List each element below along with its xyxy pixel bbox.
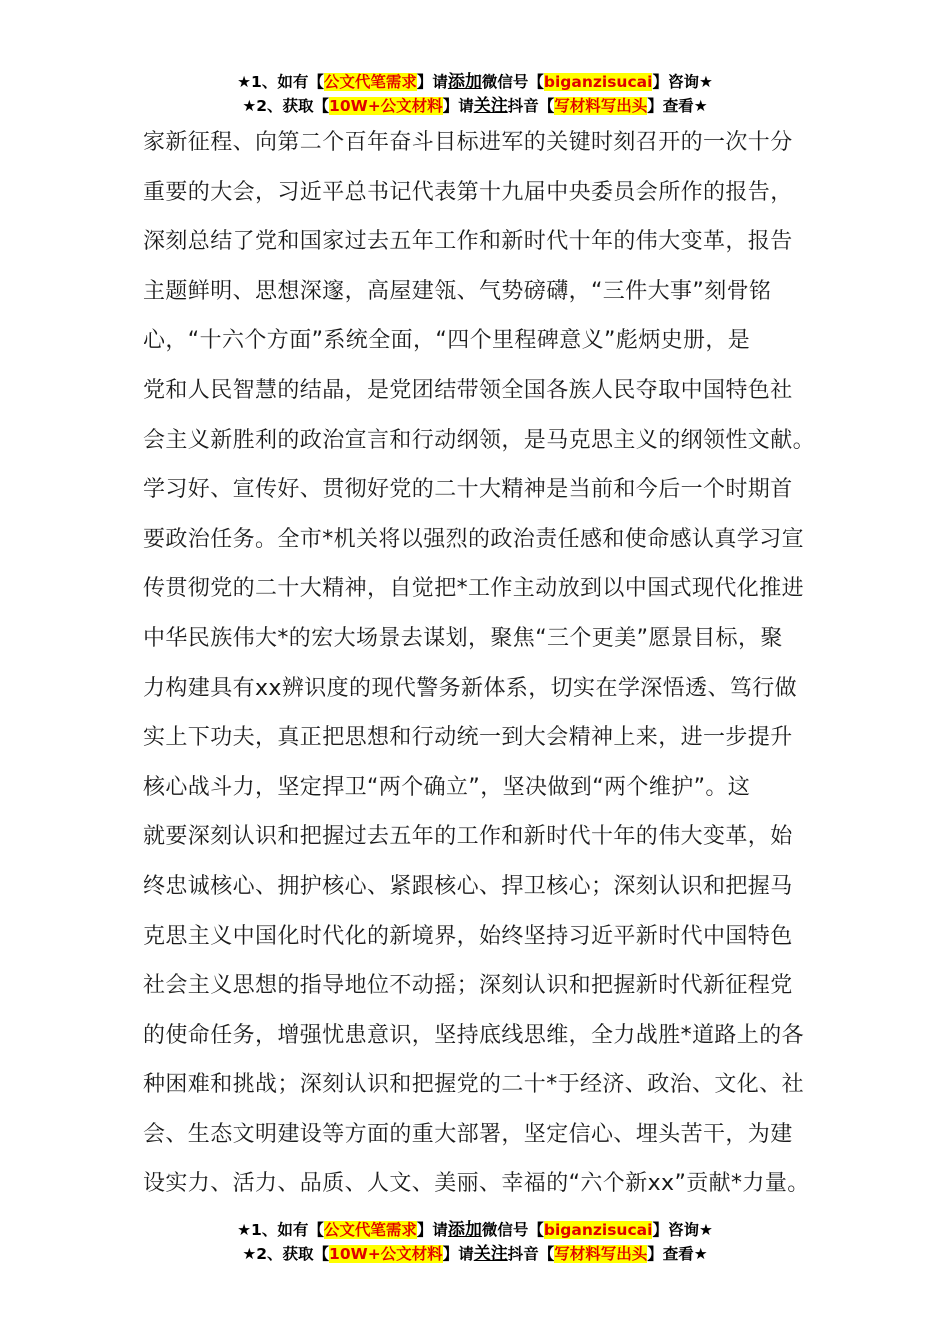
highlight-wechat-id: biganzisucai (543, 73, 653, 91)
banner-text: 】查看★ (647, 97, 708, 115)
banner-line-1 (0, 70, 950, 94)
banner-text: 】咨询★ (652, 1221, 713, 1239)
body-line: 会主义新胜利的政治宣言和行动纲领，是马克思主义的纲领性文献。 (143, 427, 816, 453)
banner-text: 】请 (442, 1245, 474, 1263)
banner-emphasis: 关注 (473, 1244, 508, 1264)
banner-emphasis: 添加 (447, 1220, 482, 1240)
banner-emphasis: 关注 (473, 96, 508, 116)
banner-text: ★1、如有【 (237, 1221, 324, 1239)
banner-line-2 (0, 1242, 950, 1266)
body-line: 深刻总结了党和国家过去五年工作和新时代十年的伟大变革，报告 (143, 229, 793, 255)
highlight-materials: 10W+公文材料 (329, 1245, 443, 1263)
header-banner (0, 70, 950, 118)
banner-text: 抖音【 (507, 97, 555, 115)
body-line: 传贯彻党的二十大精神，自觉把*工作主动放到以中国式现代化推进 (143, 576, 805, 602)
banner-line-2 (0, 94, 950, 118)
highlight-service: 公文代笔需求 (323, 1221, 417, 1239)
body-line: 主题鲜明、思想深邃，高屋建瓴、气势磅礴，“三件大事”刻骨铭 (143, 278, 772, 304)
highlight-douyin-account: 写材料写出头 (554, 1245, 648, 1263)
banner-text: 】请 (416, 1221, 448, 1239)
body-line: 会、生态文明建设等方面的重大部署，坚定信心、埋头苦干，为建 (143, 1121, 793, 1147)
footer-banner (0, 1218, 950, 1266)
body-line: 力构建具有xx辨识度的现代警务新体系，切实在学深悟透、笃行做 (143, 675, 798, 701)
body-line: 就要深刻认识和把握过去五年的工作和新时代十年的伟大变革，始 (143, 824, 793, 850)
highlight-wechat-id: biganzisucai (543, 1221, 653, 1239)
banner-text: 】请 (442, 97, 474, 115)
body-line: 克思主义中国化时代化的新境界，始终坚持习近平新时代中国特色 (143, 923, 793, 949)
body-line: 党和人民智慧的结晶，是党团结带领全国各族人民夺取中国特色社 (143, 377, 793, 403)
banner-text: 抖音【 (507, 1245, 555, 1263)
banner-text: ★2、获取【 (242, 1245, 330, 1263)
banner-text: 微信号【 (481, 1221, 544, 1239)
banner-text: 】咨询★ (652, 73, 713, 91)
body-line: 社会主义思想的指导地位不动摇；深刻认识和把握新时代新征程党 (143, 973, 793, 999)
banner-text: 】查看★ (647, 1245, 708, 1263)
banner-text: ★1、如有【 (237, 73, 324, 91)
banner-emphasis: 添加 (447, 72, 482, 92)
highlight-materials: 10W+公文材料 (329, 97, 443, 115)
body-line: 中华民族伟大*的宏大场景去谋划，聚焦“三个更美”愿景目标，聚 (143, 625, 783, 651)
body-line: 学习好、宣传好、贯彻好党的二十大精神是当前和今后一个时期首 (143, 477, 793, 503)
body-line: 设实力、活力、品质、人文、美丽、幸福的“六个新xx”贡献*力量。 (143, 1171, 810, 1197)
body-line: 家新征程、向第二个百年奋斗目标进军的关键时刻召开的一次十分 (143, 130, 793, 155)
highlight-douyin-account: 写材料写出头 (554, 97, 648, 115)
body-line: 重要的大会，习近平总书记代表第十九届中央委员会所作的报告， (143, 179, 793, 205)
banner-line-1 (0, 1218, 950, 1242)
highlight-service: 公文代笔需求 (323, 73, 417, 91)
body-line: 终忠诚核心、拥护核心、紧跟核心、捍卫核心；深刻认识和把握马 (143, 873, 793, 899)
banner-text: 】请 (416, 73, 448, 91)
banner-text: 微信号【 (481, 73, 544, 91)
body-line: 的使命任务，增强忧患意识，坚持底线思维，全力战胜*道路上的各 (143, 1022, 805, 1048)
body-line: 心，“十六个方面”系统全面，“四个里程碑意义”彪炳史册，是 (143, 328, 751, 354)
document-body (143, 118, 816, 1209)
body-line: 种困难和挑战；深刻认识和把握党的二十*于经济、政治、文化、社 (143, 1072, 805, 1098)
body-line: 实上下功夫，真正把思想和行动统一到大会精神上来，进一步提升 (143, 725, 793, 751)
body-line: 核心战斗力，坚定捍卫“两个确立”，坚决做到“两个维护”。这 (143, 774, 751, 800)
body-line: 要政治任务。全市*机关将以强烈的政治责任感和使命感认真学习宣 (143, 526, 805, 552)
banner-text: ★2、获取【 (242, 97, 330, 115)
